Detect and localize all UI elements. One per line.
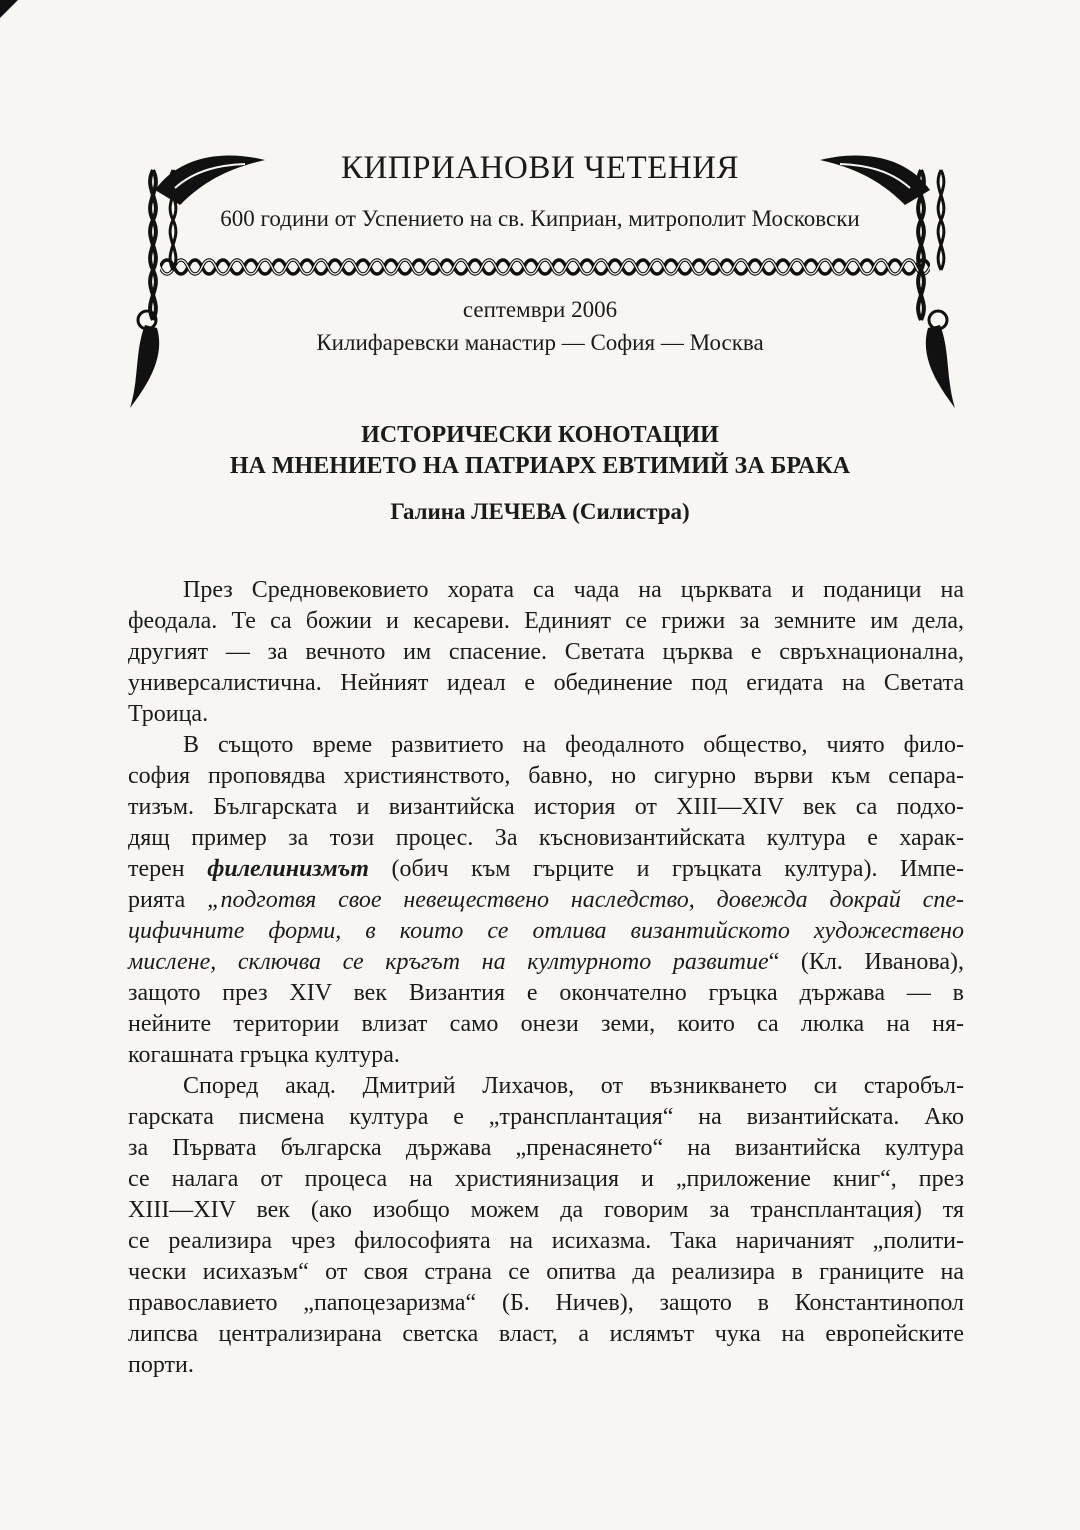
- text-line: се налага от процеса на християнизация и „приложение книг“, през: [128, 1166, 964, 1192]
- text-line: православието „папоцезаризма“ (Б. Ничев), защото в Константинопол: [128, 1290, 964, 1316]
- celtic-knot-frame-ornament: [125, 150, 960, 410]
- text-line: тизъм. Българската и византийска история от XIII—XIV век са подхо-: [128, 794, 964, 820]
- text-line: липсва централизирана светска власт, а ислямът чука на европейските: [128, 1321, 964, 1347]
- text-line: [128, 947, 964, 978]
- paragraph-3: [128, 1071, 964, 1381]
- text-run: рията: [128, 887, 208, 913]
- text-line: защото през XIV век Византия е окончателно гръцка държава — в: [128, 980, 964, 1006]
- article-title-line-2: НА МНЕНИЕТО НА ПАТРИАРХ ЕВТИМИЙ ЗА БРАКА: [229, 453, 851, 479]
- text-line: се реализира чрез философията на исихазма. Така наричаният „полити-: [128, 1228, 964, 1254]
- paragraph-2: [128, 730, 964, 1071]
- article-title-line-1: ИСТОРИЧЕСКИ КОНОТАЦИИ: [361, 422, 719, 448]
- text-line: софия проповядва християнството, бавно, но сигурно върви към сепара-: [128, 763, 964, 789]
- text-line: Троица.: [128, 701, 209, 727]
- conference-date: септември 2006: [462, 297, 618, 322]
- text-line: когашната гръцка култура.: [128, 1042, 400, 1068]
- text-line: [128, 854, 964, 885]
- text-run: “ (Кл. Иванова),: [768, 949, 964, 975]
- text-line: феодала. Те са божии и кесареви. Единият се грижи за земните им дела,: [128, 608, 964, 634]
- text-line: нейните територии влизат само онези земи, които са люлка на ня-: [128, 1011, 964, 1037]
- paragraph-1: [128, 575, 964, 730]
- text-run: терен: [128, 856, 208, 882]
- text-line: гарската писмена култура е „трансплантация“ на византийската. Ако: [128, 1104, 964, 1130]
- quotation-text: „подготвя свое невеществено наследство, довежда докрай спе-: [207, 887, 964, 913]
- article-body: [128, 575, 964, 1381]
- text-run: (обич към гърците и гръцката култура). Импе-: [368, 856, 964, 882]
- text-line: [128, 885, 964, 916]
- conference-places: Килифаревски манастир — София — Москва: [316, 330, 764, 355]
- conference-subtitle: 600 години от Успението на св. Киприан, митрополит Московски: [220, 206, 860, 231]
- conference-title: КИПРИАНОВИ ЧЕТЕНИЯ: [340, 150, 740, 186]
- text-line: порти.: [128, 1352, 194, 1378]
- article-author: Галина ЛЕЧЕВА (Силистра): [390, 499, 690, 524]
- text-line: През Средновековието хората са чада на църквата и поданици на: [183, 577, 964, 603]
- text-line: Според акад. Дмитрий Лихачов, от възникването си старобъл-: [183, 1073, 964, 1099]
- emphasized-term: филелинизмът: [207, 856, 369, 882]
- text-line: другият — за вечното им спасение. Светата църква е свръхнационална,: [128, 639, 964, 665]
- text-line: чески исихазъм“ от своя страна се опитва да реализира в границите на: [128, 1259, 964, 1285]
- text-line: В същото време развитието на феодалното общество, чиято фило-: [183, 732, 964, 758]
- text-line: XIII—XIV век (ако изобщо можем да говорим за трансплантация) тя: [128, 1197, 964, 1223]
- text-line: универсалистична. Нейният идеал е обединение под егидата на Светата: [128, 670, 964, 696]
- scan-corner-mark: [0, 0, 18, 18]
- article-title: [0, 420, 1080, 482]
- text-line: за Първата българска държава „пренасянето“ на византийска култура: [128, 1135, 964, 1161]
- text-line: дящ пример за този процес. За късновизантийската култура е харак-: [128, 825, 964, 851]
- quotation-line: цифичните форми, в които се отлива византийското художествено: [128, 918, 964, 944]
- quotation-text: мислене, сключва се кръгът на културното развитие: [128, 949, 769, 975]
